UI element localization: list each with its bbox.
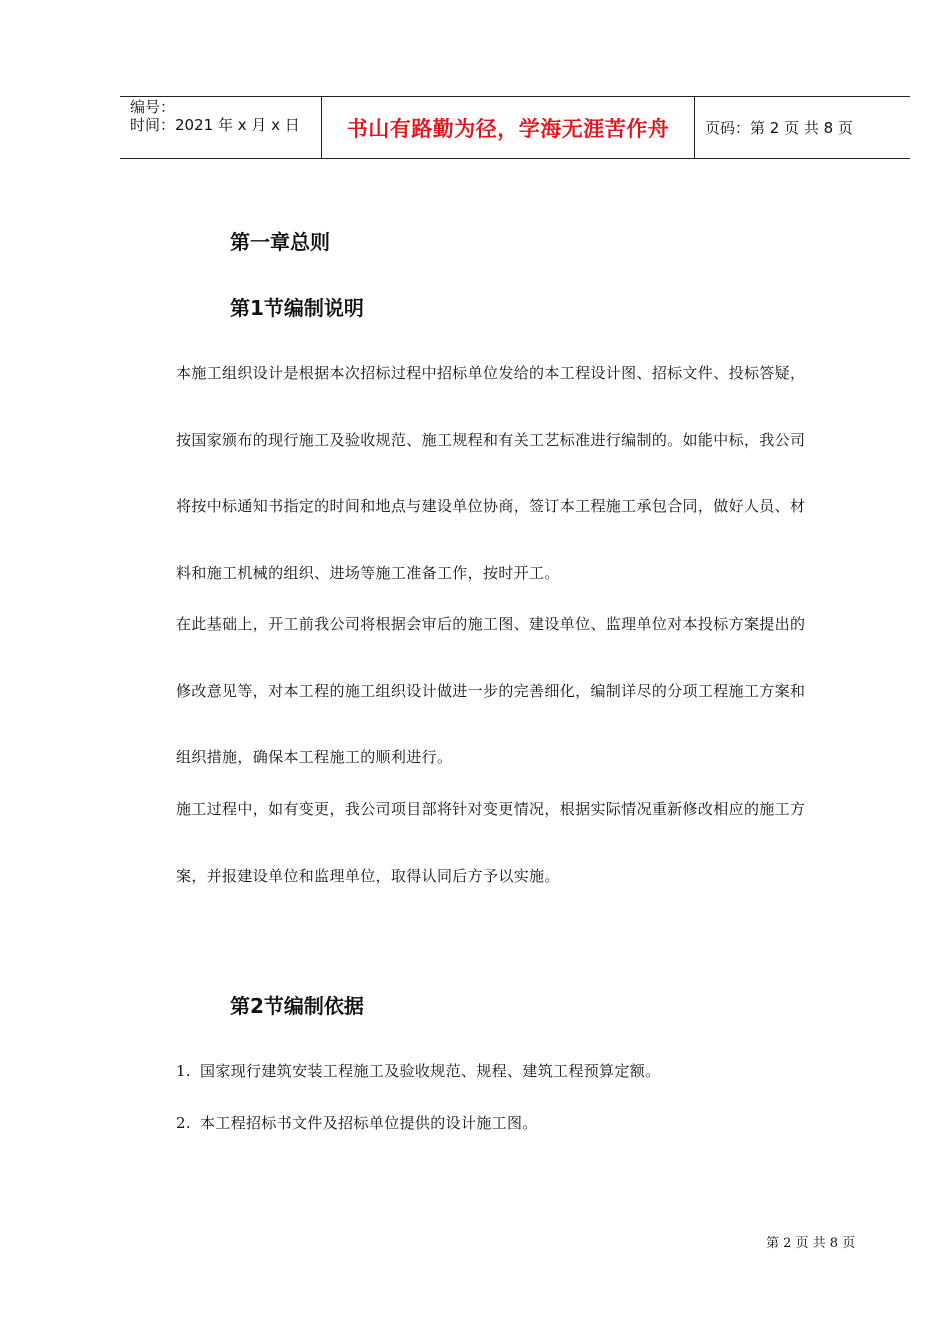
list-item-text: 本工程招标书文件及招标单位提供的设计施工图。 <box>200 1114 538 1132</box>
chapter-title: 第一章总则 <box>230 230 330 254</box>
section-1-title: 第1节编制说明 <box>230 296 364 320</box>
paragraph-line: 本施工组织设计是根据本次招标过程中招标单位发给的本工程设计图、招标文件、投标答疑， <box>176 364 806 382</box>
paragraph-line: 料和施工机械的组织、进场等施工准备工作，按时开工。 <box>176 564 560 582</box>
list-item-number: 1. <box>176 1062 192 1080</box>
list-item-number: 2. <box>176 1114 192 1132</box>
paragraph-line: 案，并报建设单位和监理单位，取得认同后方予以实施。 <box>176 867 560 885</box>
page-footer: 第 2 页 共 8 页 <box>766 1236 856 1251</box>
header-motto: 书山有路勤为径，学海无涯苦作舟 <box>322 97 695 158</box>
list-item <box>176 1112 538 1133</box>
paragraph-line: 组织措施，确保本工程施工的顺利进行。 <box>176 748 453 766</box>
paragraph-line: 在此基础上，开工前我公司将根据会审后的施工图、建设单位、监理单位对本投标方案提出的 <box>176 615 806 633</box>
paragraph-line: 按国家颁布的现行施工及验收规范、施工规程和有关工艺标准进行编制的。如能中标，我公司 <box>176 431 806 449</box>
header-page-info: 页码：第 2 页 共 8 页 <box>705 119 853 137</box>
header-meta <box>120 97 322 158</box>
paragraph-line: 将按中标通知书指定的时间和地点与建设单位协商，签订本工程施工承包合同，做好人员、材 <box>176 497 806 515</box>
page-header <box>120 96 910 159</box>
list-item-text: 国家现行建筑安装工程施工及验收规范、规程、建筑工程预算定额。 <box>200 1062 661 1080</box>
list-item <box>176 1060 661 1081</box>
document-number-label: 编号： <box>130 98 176 116</box>
paragraph-line: 修改意见等，对本工程的施工组织设计做进一步的完善细化，编制详尽的分项工程施工方案和 <box>176 682 806 700</box>
document-time: 时间：2021 年 x 月 x 日 <box>130 116 300 134</box>
paragraph-line: 施工过程中，如有变更，我公司项目部将针对变更情况，根据实际情况重新修改相应的施工方 <box>176 800 806 818</box>
section-2-title: 第2节编制依据 <box>230 994 364 1018</box>
